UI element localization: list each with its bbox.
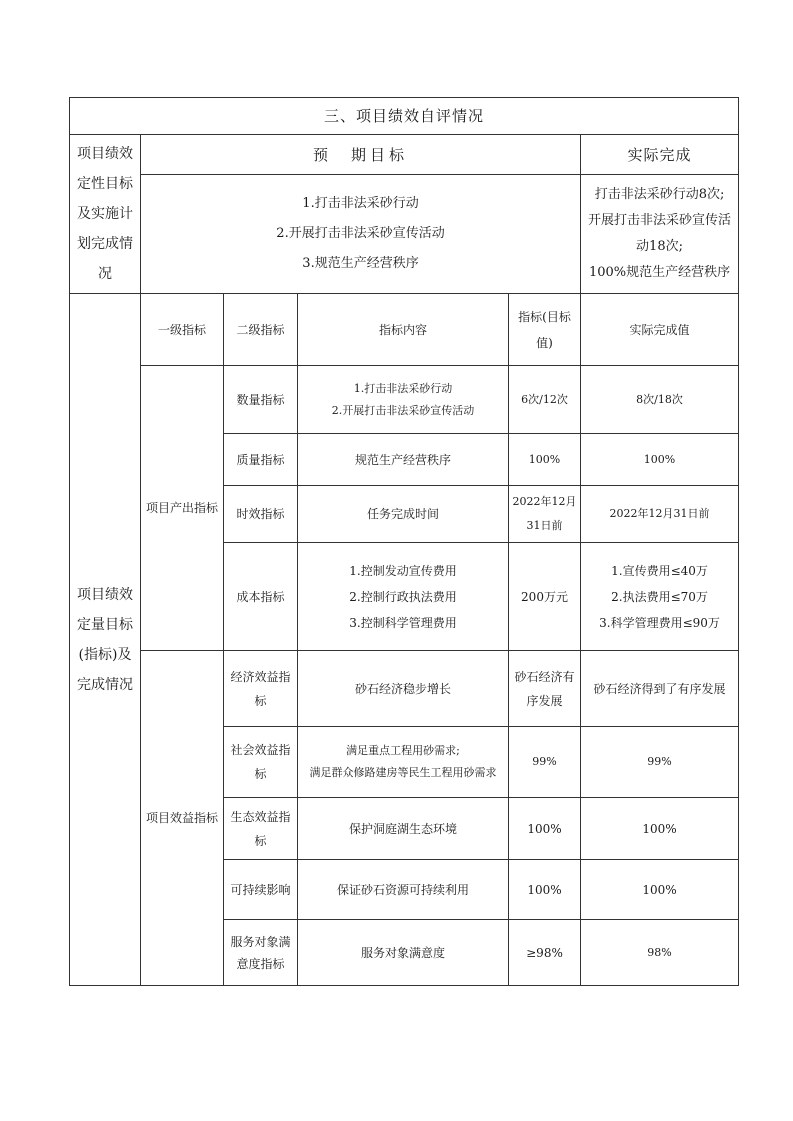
actual-cell: 100% <box>581 860 739 920</box>
table-row <box>70 651 739 727</box>
section-title: 三、项目绩效自评情况 <box>70 98 739 135</box>
actual-completion-item: 开展打击非法采砂宣传活动18次; <box>588 213 732 254</box>
qualitative-content-row <box>70 175 739 294</box>
actual-cell: 8次/18次 <box>581 366 739 434</box>
actual-line: 3.科学管理费用≤90万 <box>599 615 720 630</box>
content-line: 满足重点工程用砂需求; <box>346 744 460 757</box>
level2-cell: 经济效益指标 <box>224 651 298 727</box>
qualitative-header-row <box>70 135 739 175</box>
content-line: 3.控制科学管理费用 <box>349 615 457 630</box>
expected-goal-item: 1.打击非法采砂行动 <box>302 196 419 211</box>
content-line: 2.开展打击非法采砂宣传活动 <box>331 403 475 417</box>
expected-goals-cell <box>141 175 581 294</box>
actual-cell: 100% <box>581 798 739 860</box>
quantitative-row-label: 项目绩效定量目标(指标)及完成情况 <box>70 294 141 986</box>
level2-cell: 可持续影响 <box>224 860 298 920</box>
group-label-benefit: 项目效益指标 <box>141 651 224 986</box>
target-cell: 200万元 <box>509 543 581 651</box>
level2-cell: 生态效益指标 <box>224 798 298 860</box>
content-line: 满足群众修路建房等民生工程用砂需求 <box>309 766 497 779</box>
level2-cell: 服务对象满意度指标 <box>224 920 298 986</box>
content-cell <box>298 727 509 798</box>
header-content: 指标内容 <box>298 294 509 366</box>
level2-cell: 数量指标 <box>224 366 298 434</box>
header-level1: 一级指标 <box>141 294 224 366</box>
content-cell <box>298 366 509 434</box>
section-title-row <box>70 98 739 135</box>
target-cell: 6次/12次 <box>509 366 581 434</box>
qualitative-row-label: 项目绩效定性目标及实施计划完成情况 <box>70 135 141 294</box>
group-label-output: 项目产出指标 <box>141 366 224 651</box>
level2-cell: 成本指标 <box>224 543 298 651</box>
actual-line: 1.宣传费用≤40万 <box>611 563 708 578</box>
actual-line: 2.执法费用≤70万 <box>611 589 708 604</box>
actual-cell: 2022年12月31日前 <box>581 486 739 543</box>
level2-cell: 质量指标 <box>224 434 298 486</box>
expected-goals-header: 预 期目标 <box>141 135 581 175</box>
actual-cell: 100% <box>581 434 739 486</box>
target-cell: 100% <box>509 798 581 860</box>
actual-completion-item: 100%规范生产经营秩序 <box>588 265 731 280</box>
expected-goal-item: 2.开展打击非法采砂宣传活动 <box>276 226 445 241</box>
table-row <box>70 366 739 434</box>
actual-cell: 99% <box>581 727 739 798</box>
actual-completion-item: 打击非法采砂行动8次; <box>594 187 725 202</box>
level2-cell: 时效指标 <box>224 486 298 543</box>
header-level2: 二级指标 <box>224 294 298 366</box>
actual-cell <box>581 543 739 651</box>
content-line: 1.控制发动宣传费用 <box>349 563 457 578</box>
actual-completion-cell <box>581 175 739 294</box>
target-cell: 砂石经济有序发展 <box>509 651 581 727</box>
content-line: 1.打击非法采砂行动 <box>353 381 453 395</box>
target-cell: ≥98% <box>509 920 581 986</box>
content-cell: 保证砂石资源可持续利用 <box>298 860 509 920</box>
level2-cell: 社会效益指标 <box>224 727 298 798</box>
actual-completion-header: 实际完成 <box>581 135 739 175</box>
target-cell: 2022年12月31日前 <box>509 486 581 543</box>
target-cell: 100% <box>509 434 581 486</box>
actual-cell: 砂石经济得到了有序发展 <box>581 651 739 727</box>
actual-cell: 98% <box>581 920 739 986</box>
content-cell: 规范生产经营秩序 <box>298 434 509 486</box>
target-cell: 100% <box>509 860 581 920</box>
target-cell: 99% <box>509 727 581 798</box>
content-cell: 任务完成时间 <box>298 486 509 543</box>
indicator-header-row <box>70 294 739 366</box>
expected-goal-item: 3.规范生产经营秩序 <box>302 256 419 271</box>
header-actual: 实际完成值 <box>581 294 739 366</box>
content-cell: 保护洞庭湖生态环境 <box>298 798 509 860</box>
content-cell: 砂石经济稳步增长 <box>298 651 509 727</box>
content-cell: 服务对象满意度 <box>298 920 509 986</box>
header-target: 指标(目标值) <box>509 294 581 366</box>
content-line: 2.控制行政执法费用 <box>349 589 457 604</box>
performance-evaluation-table <box>69 97 739 986</box>
content-cell <box>298 543 509 651</box>
